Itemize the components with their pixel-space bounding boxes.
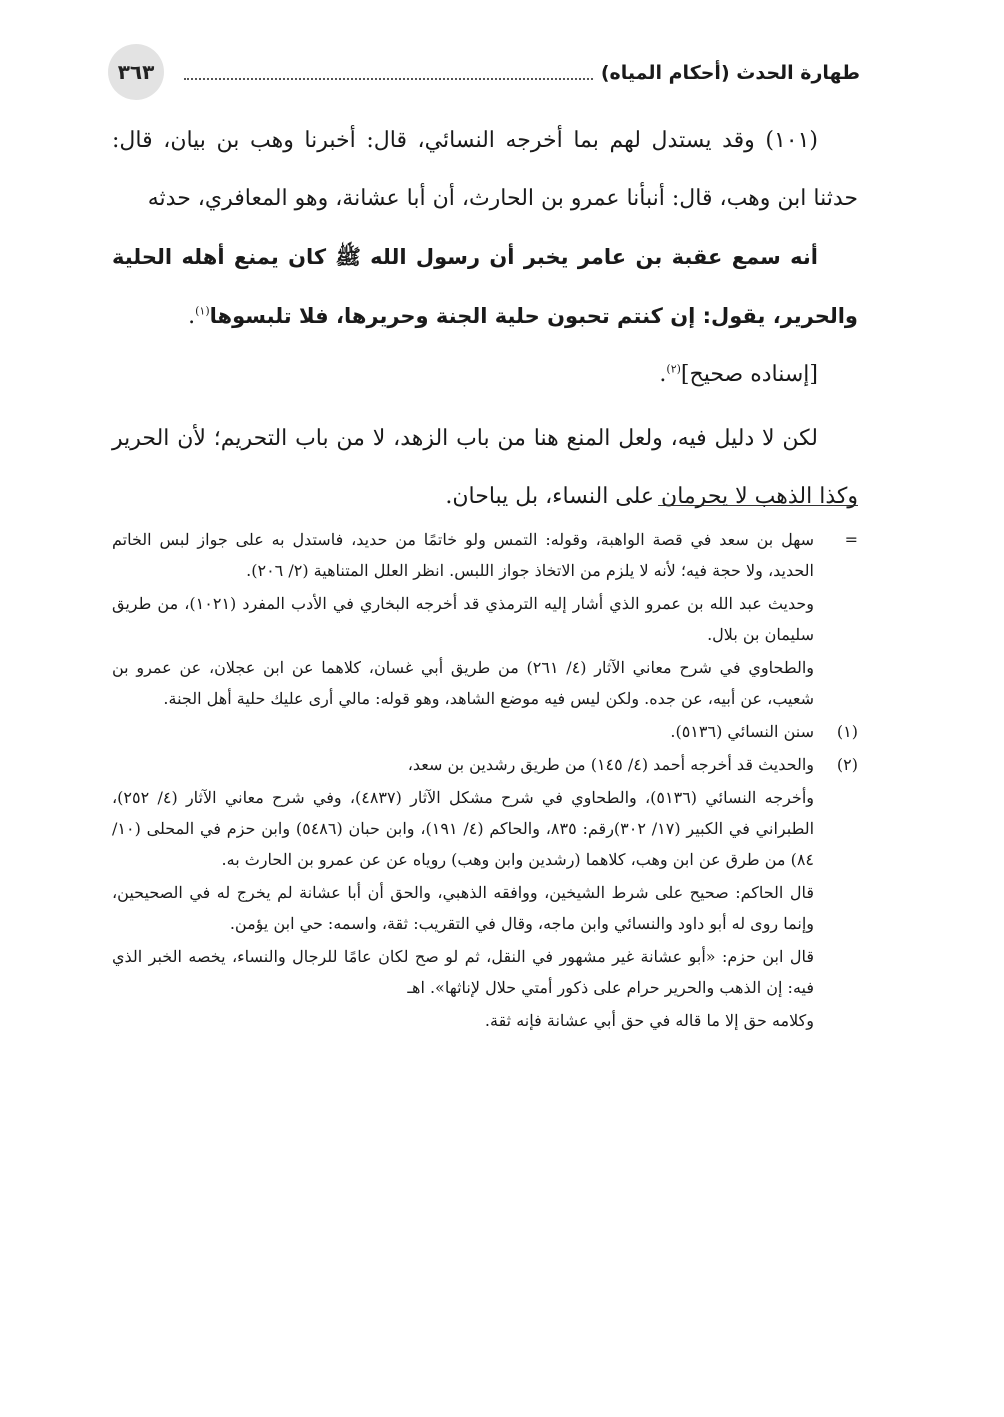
running-title: طهارة الحدث (أحكام المياه) [600, 62, 860, 84]
hadith-period: . [188, 304, 196, 329]
main-text [112, 112, 858, 526]
paragraph-grading [112, 346, 858, 404]
continuation-mark: = [844, 530, 858, 549]
footnote-ref-2[interactable]: (٢) [666, 362, 681, 376]
footnote-2-text-a: والحديث قد أخرجه أحمد (٤/ ١٤٥) من طريق رشدين بن سعد، [407, 755, 814, 774]
footnote-2 [112, 749, 858, 780]
hadith-matn: أنه سمع عقبة بن عامر يخبر أن رسول الله ﷺ كان يمنع أهله الحلية والحرير، يقول: إن كنتم تحبون حلية الجنة وحريرها، فلا تلبسوها [112, 245, 858, 328]
paragraph-hadith-intro: (١٠١) وقد يستدل لهم بما أخرجه النسائي، قال: أخبرنا وهب بن بيان، قال: حدثنا ابن وهب، قال: أنبأنا عمرو بن الحارث، أن أبا عشانة، وهو المعافري، حدثه [112, 128, 858, 211]
footnote-1-mark: (١) [836, 722, 858, 741]
paragraph-commentary: لكن لا دليل فيه، ولعل المنع هنا من باب الزهد، لا من باب التحريم؛ لأن الحرير وكذا الذهب لا يحرمان على النساء، بل يباحان. [112, 426, 858, 509]
paragraph-hadith-text [112, 228, 858, 346]
footnote-ref-1[interactable]: (١) [195, 304, 210, 318]
footnotes [112, 524, 858, 1038]
grading-period: . [659, 362, 667, 387]
footnote-continued-para-3: والطحاوي في شرح معاني الآثار (٤/ ٢٦١) من طريق أبي غسان، كلاهما عن ابن عجلان، عن عمرو بن شعيب، عن أبيه، عن جده. ولكن ليس فيه موضع الشاهد، وهو قوله: مالي أرى عليك حلية أهل الجنة. [112, 658, 815, 708]
footnote-separator [658, 505, 858, 506]
dotted-leader [184, 66, 593, 80]
page-number: ٣٦٣ [108, 44, 164, 100]
running-title-line [176, 56, 860, 90]
footnote-2-mark: (٢) [836, 755, 858, 774]
running-header [108, 42, 860, 98]
isnad-grading: [إسناده صحيح] [680, 362, 818, 387]
footnote-continued [112, 524, 858, 586]
footnote-2-para-b: وأخرجه النسائي (٥١٣٦)، والطحاوي في شرح مشكل الآثار (٤٨٣٧)، وفي شرح معاني الآثار (٤/ ٢٥٢)، الطبراني في الكبير (١٧/ ٣٠٢)رقم: ٨٣٥، والحاكم (٤/ ١٩١)، وابن حبان (٥٤٨٦) وابن حزم في المحلى (١٠/ ٨٤) من طرق عن ابن وهب، كلاهما (رشدين وابن وهب) روياه عن عن عمرو بن الحارث به. [112, 788, 815, 869]
footnote-1-text: سنن النسائي (٥١٣٦). [670, 722, 814, 741]
footnote-2-para-e: وكلامه حق إلا ما قاله في حق أبي عشانة فإنه ثقة. [484, 1011, 814, 1030]
footnote-1 [112, 716, 858, 747]
footnote-continued-text: سهل بن سعد في قصة الواهبة، وقوله: التمس ولو خاتمًا من حديد، فاستدل به على جواز لبس الخاتم الحديد، ولا حجة فيه؛ لأنه لا يلزم من الاتخاذ جواز اللبس. انظر العلل المتناهية (٢/ ٢٠٦). [112, 530, 814, 580]
footnote-2-para-c: قال الحاكم: صحيح على شرط الشيخين، ووافقه الذهبي، والحق أن أبا عشانة لم يخرج له في الصحيحين، وإنما روى له أبو داود والنسائي وابن ماجه، وقال في التقريب: ثقة، واسمه: حي ابن يؤمن. [112, 883, 814, 933]
footnote-continued-para-2: وحديث عبد الله بن عمرو الذي أشار إليه الترمذي قد أخرجه البخاري في الأدب المفرد (١٠٢١)، من طريق سليمان بن بلال. [112, 594, 814, 644]
footnote-2-para-d: قال ابن حزم: «أبو عشانة غير مشهور في النقل، ثم لو صح لكان عامًا للرجال والنساء، يخصه الخبر الذي فيه: إن الذهب والحرير حرام على ذكور أمتي حلال لإناثها». اهـ [112, 947, 815, 997]
